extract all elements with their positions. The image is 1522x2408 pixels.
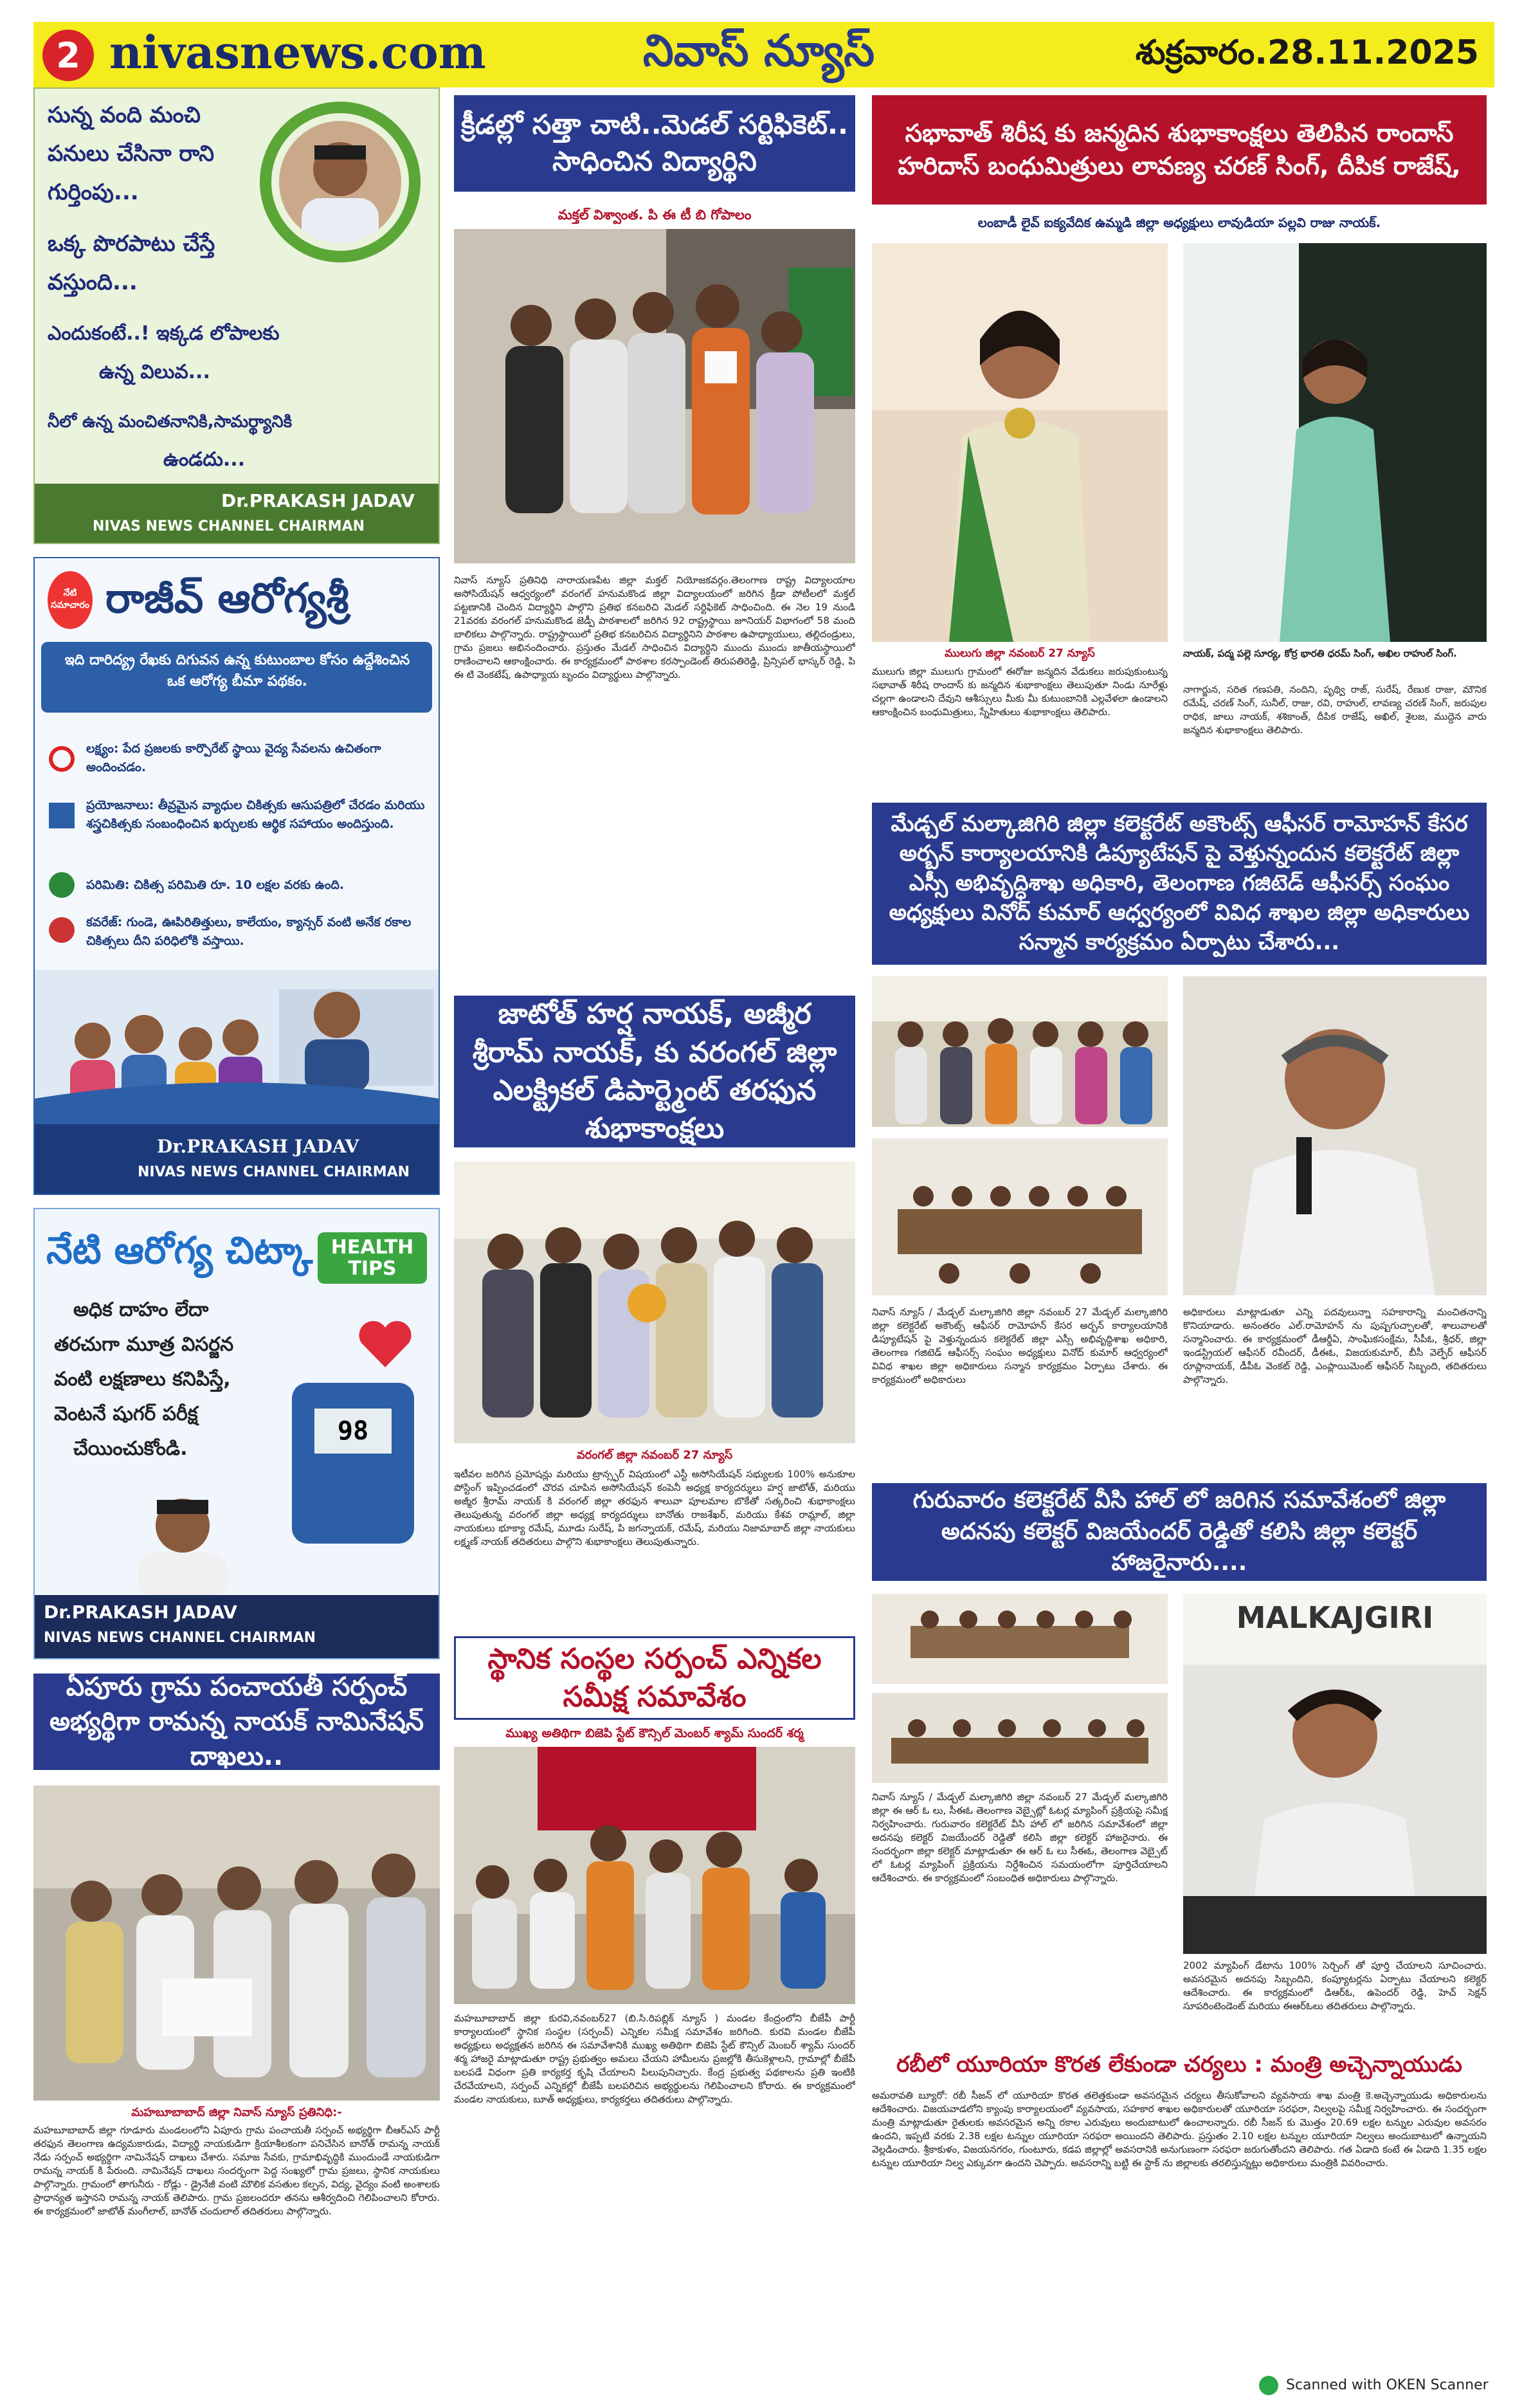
glucometer-icon bbox=[292, 1383, 414, 1544]
scanner-footer: Scanned with OKEN Scanner bbox=[1286, 2377, 1489, 2393]
jatoth-photo bbox=[454, 1162, 855, 1443]
arogyasri-point-1: లక్ష్యం: పేద ప్రజలకు కార్పొరేట్ స్థాయి వైద్య సేవలను ఉచితంగా అందించడం. bbox=[86, 742, 381, 774]
quote-line-8: నీలో ఉన్న మంచితనానికి,సామర్థ్యానికి bbox=[48, 412, 293, 432]
health-chairman-photo bbox=[118, 1486, 247, 1595]
sarpanch-headline: స్థానిక సంస్థల సర్పంచ్ ఎన్నికల సమీక్ష సమావేశం bbox=[454, 1636, 855, 1720]
collector-headline: మేడ్చల్ మల్కాజిగిరి జిల్లా కలెక్టరేట్ అకౌంట్స్ ఆఫీసర్ రామోహన్ కేసర అర్బన్ కార్యాలయానికి డిప్యూటేషన్ పై వెళ్తున్నందున కలెక్టరేట్ జిల్లా ఎస్సీ అభివృద్ధిశాఖ అధికారి, తెలంగాణ గజిటెడ్ ఆఫీసర్స్ సంఘం అధ్యక్షులు వినోద్ కుమార్ ఆధ్వర్యంలో వివిధ శాఖల జిల్లా అధికారులు సన్మాన కార్యక్రమం ఏర్పాటు చేశారు... bbox=[872, 803, 1487, 965]
birthday-subtitle: లంబాడీ లైవ్ ఐక్యవేదిక ఉమ్మడి జిల్లా అధ్యక్షులు లావుడియా పల్లవి రాజు నాయక్. bbox=[977, 215, 1381, 230]
arogyasri-point-4: కవరేజ్: గుండె, ఊపిరితిత్తులు, కాలేయం, క్యాన్సర్ వంటి అనేక రకాల చికిత్సలు దీని పరిధిలోకి వస్తాయి. bbox=[86, 915, 412, 948]
health-chairman-role: NIVAS NEWS CHANNEL CHAIRMAN bbox=[44, 1630, 316, 1646]
birthday-photo-1 bbox=[872, 243, 1168, 642]
guru-body-1: నివాస్ న్యూస్ / మేడ్చల్ మల్కాజిగిరి జిల్లా నవంబర్ 27 మేడ్చల్ మల్కాజిగిరి జిల్లా ఈ ఆర్ ఓ లు, సీఈఓ తెలంగాణ వెబ్సైట్లో ఓటర్ల మ్యాపింగ్ ప్రక్రియపై సమీక్ష నిర్వహించారు. గురువారం కలెక్టరేట్ వీసి హాల్ లో జరిగిన సమావేశంలో జిల్లా అదనపు కలెక్టర్ విజయేందర్ రెడ్డితో కలిసి జిల్లా కలెక్టర్ హాజరైనారు. ఈ సందర్భంగా జిల్లా కలెక్టర్ మాట్లాడుతూ ఈ ఆర్ ఓ లు సీఈఓ, తెలంగాణ వెబ్సైట్ లో ఓటర్ల మ్యాపింగ్ ప్రక్రియను నిర్దేశించిన సమయంలోగా పూర్తిచేయాలని ఆదేశించారు. ఈ కార్యక్రమంలో సంబంధిత అధికారులు పాల్గొన్నారు. bbox=[872, 1791, 1168, 1884]
page-number-badge: 2 bbox=[42, 30, 94, 81]
sarpanch-body: మహబూబాబాద్ జిల్లా కురవి,నవంబర్27 (బి.సి.రిపబ్లిక్ న్యూస్ ) మండల కేంద్రంలోని బీజేపీ పార్టీ కార్యాలయంలో స్థానిక సంస్థల (సర్పంచ్) ఎన్నికల సమీక్ష సమావేశం జరిగింది. కురవి మండల బీజేపీ అధ్యక్షులు అధ్యక్షతన జరిగిన ఈ సమావేశానికి ముఖ్య అతిథిగా బిజెపి స్టేట్ కౌన్సిల్ మెంబర్ శ్యామ్ సుందర్ శర్మ హాజరై మాట్లాడుతూ రాష్ట్ర ప్రభుత్వం అమలు చేయని హామీలను ప్రజల్లోకి తీసుకెళ్లాలని, గ్రామాల్లో బీజేపీ బలపడే విధంగా ప్రతి కార్యకర్త కృషి చేయాలని పిలుపునిచ్చారు. కేంద్ర ప్రభుత్వ పథకాలను ప్రతి ఇంటికి చేరవేయాలని, సర్పంచ్ ఎన్నికల్లో బీజేపీ బలపరిచిన అభ్యర్థులను గెలిపించాలని కోరారు. ఈ కార్యక్రమంలో మండల నాయకులు, బూత్ అధ్యక్షులు, కార్యకర్తలు తదితరులు పాల్గొన్నారు. bbox=[454, 2012, 855, 2105]
quote-line-3: గుర్తింపు... bbox=[48, 179, 139, 205]
urea-body: అమరావతి బ్యూరో: రబీ సీజన్ లో యూరియా కొరత తలెత్తకుండా అవసరమైన చర్యలు తీసుకోవాలని వ్యవసాయ శాఖ మంత్రి కె.అచ్చెన్నాయుడు అధికారులను ఆదేశించారు. విజయవాడలోని క్యాంపు కార్యాలయంలో వ్యవసాయ, సహకార శాఖల అధికారులతో యూరియా సరఫరా, నిల్వలపై సమీక్ష నిర్వహించారు. ఈ సందర్భంగా మంత్రి మాట్లాడుతూ రైతులకు అవసరమైన అన్ని రకాల ఎరువులు అందుబాటులో ఉంచాలన్నారు. రబీ సీజన్ కు మొత్తం 20.69 లక్షల టన్నుల ఎరువుల అవసరం ఉందని, ఇప్పటి వరకు 2.38 లక్షల టన్నుల యూరియా సరఫరా అయిందని తెలిపారు. ప్రస్తుతం 2.10 లక్షల టన్నుల యూరియా నిల్వలు అందుబాటులో ఉన్నాయని వెల్లడించారు. శ్రీకాకుళం, విజయనగరం, గుంటూరు, కడప జిల్లాల్లో అవసరానికి అనుగుణంగా సరఫరా జరుగుతోందని తెలిపారు. గత ఏడాది కంటే ఈ ఏడాది 1.35 లక్షల టన్నుల యూరియా నిల్వ ఎక్కువగా ఉందని చెప్పారు. అవసరాన్ని బట్టి ఈ స్టాక్ ను జిల్లాలకు తరలిస్తున్నట్లు అధికారులు మంత్రికి వివరించారు. bbox=[872, 2090, 1487, 2169]
collector-body-1: నివాస్ న్యూస్ / మేడ్చల్ మల్కాజిగిరి జిల్లా నవంబర్ 27 మేడ్చల్ మల్కాజిగిరి జిల్లా కలెక్టరేట్ అకౌంట్స్ ఆఫీసర్ రామోహన్ కేసర అర్బన్ కార్యాలయానికి డిప్యూటేషన్ పై వెళ్తున్నందున కలెక్టరేట్ జిల్లా ఎస్సీ అభివృద్ధిశాఖ అధికారి, తెలంగాణ గజిటెడ్ ఆఫీసర్స్ సంఘం అధ్యక్షులు వినోద్ కుమార్ ఆధ్వర్యంలో వివిధ శాఖల జిల్లా అధికారులు సన్మాన కార్యక్రమం ఏర్పాటు చేశారు. ఈ కార్యక్రమంలో అధికారులు bbox=[872, 1306, 1168, 1385]
sports-headline: క్రీడల్లో సత్తా చాటి..మెడల్ సర్టిఫికెట్.. సాధించిన విద్యార్థిని bbox=[454, 95, 855, 192]
guru-body-2: 2002 మ్యాపింగ్ డేటాను 100% సెర్చింగ్ తో పూర్తి చేయాలని సూచించారు. అవసరమైన అదనపు సిబ్బందిని, కంప్యూటర్లను ఏర్పాటు చేయాలని కలెక్టర్ ఆదేశించారు. ఈ కార్యక్రమంలో డిఆర్ఓ, ఉపెందర్ రెడ్డి, హెచ్ సెక్షన్ సూపరింటెండెంట్ మరియు ఈఆర్ఓలు తదితరులు పాల్గొన్నారు. bbox=[1183, 1960, 1487, 2012]
epuru-photo bbox=[33, 1785, 440, 2101]
quote-line-9: ఉండదు... bbox=[163, 448, 246, 471]
arogyasri-title: రాజీవ్ ఆరోగ్యశ్రీ bbox=[105, 575, 349, 623]
collector-photo-2 bbox=[872, 1138, 1168, 1295]
epuru-headline: ఏపూరు గ్రామ పంచాయతీ సర్పంచ్ అభ్యర్థిగా రామన్న నాయక్ నామినేషన్ దాఖలు.. bbox=[33, 1674, 440, 1770]
arogyasri-point-2: ప్రయోజనాలు: తీవ్రమైన వ్యాధుల చికిత్సకు ఆసుపత్రిలో చేరడం మరియు శస్త్రచికిత్సకు సంబంధించిన ఖర్చులకు ఆర్థిక సహాయం అందిస్తుంది. bbox=[86, 798, 425, 831]
jatoth-caption: వరంగల్ జిల్లా నవంబర్ 27 న్యూస్ bbox=[576, 1448, 733, 1462]
heart-icon bbox=[356, 1318, 414, 1370]
health-line-2: తరచుగా మూత్ర విసర్జన bbox=[54, 1333, 234, 1356]
arogyasri-tag: నేటి సమాచారం bbox=[48, 571, 93, 629]
collector-speaker-photo bbox=[1183, 976, 1487, 1295]
collector-body-2: అధికారులు మాట్లాడుతూ ఎన్ని పదవులున్నా సహకారాన్ని మంచితనాన్ని కొనియాడారు. అనంతరం ఎల్.రామోహన్ ను పుష్పగుచ్ఛాలతో, శాలువాలతో సన్మానించారు. ఈ కార్యక్రమంలో డీఆర్డీఏ, సాంఘికసంక్షేమ, సీపీఓ, శ్రీధర్, జిల్లా ఇండస్ట్రియల్ ఆఫీసర్ రవీందర్, డీఈఓ, విజయకుమార్, బీసీ వెల్ఫేర్ ఆఫీసర్ రూప్లానాయక్, డీపీఓ వెంకట్ రెడ్డి, ఎంప్లాయిమెంట్ ఆఫీసర్ సిబ్బంది, తదితరులు పాల్గొన్నారు. bbox=[1183, 1306, 1487, 1385]
quote-line-6: ఎందుకంటే..! ఇక్కడ లోపాలకు bbox=[48, 322, 280, 345]
health-line-1: అధిక దాహం లేదా bbox=[73, 1299, 209, 1321]
health-tip-title: నేటి ఆరోగ్య చిట్కా bbox=[46, 1228, 313, 1272]
urea-headline: రబీలో యూరియా కొరత లేకుండా చర్యలు : మంత్రి అచ్చెన్నాయుడు bbox=[896, 2052, 1462, 2077]
issue-date: శుక్రవారం.28.11.2025 bbox=[1135, 33, 1479, 72]
sarpanch-subtitle: ముఖ్య అతిథిగా బిజెపి స్టేట్ కౌన్సిల్ మెంబర్ శ్యామ్ సుందర్ శర్మ bbox=[505, 1726, 804, 1740]
birthday-body-1: ములుగు జిల్లా ములుగు గ్రామంలో ఈరోజు జన్మదిన వేడుకలు జరుపుకుంటున్న సభావాత్ శిరీష రాందాస్ కు జన్మదిన శుభాకాంక్షలు తెలుపుతూ నిండు నూరేళ్లు చల్లగా ఉండాలని దేవుని ఆశీస్సులు మీకు మీ కుటుంబానికి ఎల్లవేళలా ఉండాలని ఆకాంక్షించిన బంధుమిత్రులు, స్నేహితులు శుభాకాంక్షలు తెలిపారు. bbox=[872, 666, 1168, 718]
arogyasri-footer-bar bbox=[35, 1124, 439, 1194]
arogyasri-chairman-name: Dr.PRAKASH JADAV bbox=[157, 1136, 359, 1157]
glucometer-reading: 98 bbox=[314, 1409, 392, 1454]
quote-line-2: పనులు చేసినా రాని bbox=[48, 141, 215, 167]
jatoth-headline: జాటోత్ హర్ష నాయక్, అజ్మీర శ్రీరామ్ నాయక్, కు వరంగల్ జిల్లా ఎలక్ట్రికల్ డిపార్ట్మెంట్ తరఫున శుభాకాంక్షలు bbox=[454, 996, 855, 1147]
quote-line-1: సున్న వంది మంచి bbox=[48, 102, 201, 128]
chairman-photo bbox=[279, 121, 401, 243]
health-line-3: వంటి లక్షణాలు కనిపిస్తే, bbox=[54, 1368, 231, 1391]
quote-chairman-role: NIVAS NEWS CHANNEL CHAIRMAN bbox=[93, 518, 365, 534]
guru-headline: గురువారం కలెక్టరేట్ వీసి హాల్ లో జరిగిన సమావేశంలో జిల్లా అదనపు కలెక్టర్ విజయేందర్ రెడ్డితో కలిసి జిల్లా కలెక్టర్ హాజరైనారు.... bbox=[872, 1483, 1487, 1581]
guru-photo-1 bbox=[872, 1594, 1168, 1684]
hospital-icon bbox=[49, 803, 75, 828]
collector-photo-1 bbox=[872, 976, 1168, 1127]
scanner-logo-icon bbox=[1259, 2376, 1278, 2395]
paper-name: నివాస్ న్యూస్ bbox=[642, 26, 875, 77]
epuru-caption: మహబూబాబాద్ జిల్లా నివాస్ న్యూస్ ప్రతినిధి:- bbox=[131, 2106, 342, 2119]
quote-line-5: వస్తుంది... bbox=[48, 269, 138, 295]
jatoth-body: ఇటీవల జరిగిన ప్రమోషన్లు మరియు ట్రాన్స్ఫర్ విషయంలో ఎస్టీ అసోసియేషన్ సభ్యులకు 100% అనుకూల పోస్టింగ్ ఇప్పించడంలో చొరవ చూపిన అసోసియేషన్ కంపెనీ అధ్యక్ష కార్యదర్శులు హర్ష జాటోత్, మరియు అజ్మీర శ్రీరామ్ నాయక్ కి వరంగల్ జిల్లా తరఫున శాలువా పూలమాల బొకేతో సత్కరించి శుభాకాంక్షలు తెలుపుతున్న వరంగల్ జిల్లా అధ్యక్ష కార్యదర్శులు బానోతు రాజశేఖర్, మరియు కేశవ రామ్లాల్, జిల్లా నాయకులు భూక్యా రమేష్, మూడు సురేష్, పి జగన్నాయక్, రమేష్, మరియు నిజామాబాద్ జిల్లా నాయకులు లక్ష్మణ్ నాయక్ తదితరులు పాల్గొని శుభాకాంక్షలు తెలుపుతున్నారు. bbox=[454, 1468, 855, 1547]
health-tips-badge: HEALTH TIPS bbox=[318, 1232, 427, 1284]
organs-icon bbox=[49, 917, 75, 943]
birthday-caption-2: నాయక్, పద్మ పల్లె సూర్య, కోర్ర భారతి ధరమ్ సింగ్, అఖిల రాహుల్ సింగ్. bbox=[1183, 648, 1457, 659]
health-line-4: వెంటనే షుగర్ పరీక్ష bbox=[54, 1403, 198, 1425]
health-chairman-name: Dr.PRAKASH JADAV bbox=[44, 1601, 237, 1623]
birthday-photo-2 bbox=[1183, 243, 1487, 642]
family-photo bbox=[35, 970, 439, 1124]
quote-line-4: ఒక్క పొరపాటు చేస్తే bbox=[48, 231, 215, 257]
site-name: nivasnews.com bbox=[109, 26, 486, 79]
epuru-body: మహబూబాబాద్ జిల్లా గూడూరు మండలంలోని ఏపూరు గ్రామ పంచాయతీ సర్పంచ్ అభ్యర్థిగా బీఆర్ఎస్ పార్టీ తరఫున తెలంగాణ ఉద్యమకారుడు, విద్యార్థి నాయకుడిగా క్రియాశీలకంగా పనిచేసిన బానోత్ రామన్న నాయక్ నేడు సర్పంచ్ అభ్యర్థిగా నామినేషన్ దాఖలు చేశారు. సమాజ సేవకు, గ్రామాభివృద్ధికి ముందుండే నాయకుడిగా రామన్న నాయక్ కి పేరుంది. నామినేషన్ దాఖలు సందర్భంగా పెద్ద సంఖ్యలో గ్రామ ప్రజలు, స్థానిక నాయకులు పాల్గొన్నారు. గ్రామంలో తాగునీరు - రోడ్లు - డ్రైనేజీ వంటి మౌలిక వసతుల కల్పన, విద్య, వైద్యం వంటి అంశాలకు ప్రాధాన్యత ఇస్తానని రామన్న నాయక్ తెలిపారు. గ్రామ ప్రజలందరూ తనను ఆశీర్వదించి గెలిపించాలని కోరారు. ఈ కార్యక్రమంలో జాటోత్ మంగీలాల్, బానోత్ చందులాల్ తదితరులు పాల్గొన్నారు. bbox=[33, 2124, 440, 2217]
sports-subtitle: మక్తల్ విశ్వాంత. పి ఈ టీ బి గోపాలం bbox=[557, 207, 752, 223]
guru-photo-2 bbox=[872, 1693, 1168, 1783]
quote-line-7: ఉన్న విలువ... bbox=[99, 361, 210, 383]
arogyasri-ad bbox=[33, 557, 440, 1195]
quote-ad bbox=[33, 87, 440, 544]
money-icon bbox=[49, 872, 75, 898]
birthday-caption-1: ములుగు జిల్లా నవంబర్ 27 న్యూస్ bbox=[945, 647, 1095, 660]
target-icon bbox=[49, 746, 75, 772]
guru-collector-photo bbox=[1183, 1594, 1487, 1954]
health-tip-ad bbox=[33, 1208, 440, 1659]
sports-photo bbox=[454, 229, 855, 563]
sports-body: నివాస్ న్యూస్ ప్రతినిధి నారాయణపేట జిల్లా మక్తల్ నియోజకవర్గం.తెలంగాణ రాష్ట్ర విద్యాలయాల అసోసియేషన్ ఆధ్వర్యంలో వరంగల్ హనుమకొండ జిల్లా విద్యాలయంలో జరిగిన క్రీడా పోటీలలో మక్తల్ పట్టణానికి చెందిన విద్యార్థిని పాల్గొని ప్రతిభ కనబరిచి మెడల్ సర్టిఫికెట్ సాధించింది. ఈ నెల 19 నుండి 21వరకు వరంగల్ హనుమకొండ జెడ్పీ పాఠశాలలో జరిగిన 92 రాష్ట్రస్థాయి జూనియర్ విభాగంలో 58 మంది బాలికలు పాల్గొన్నారు. రాష్ట్రస్థాయిలో ప్రతిభ కనబరిచిన విద్యార్థినిని పాఠశాల ఉపాధ్యాయులు, తల్లిదండ్రులు, గ్రామ ప్రజలు అభినందించారు. ప్రస్తుతం మేడల్ సాధించిన విద్యార్థిని ముందు ముందు జాతీయస్థాయిలో రాణించాలని ఆకాంక్షించారు. ఈ కార్యక్రమంలో పాఠశాల కరస్పాండెంట్ తిరుపతిరెడ్డి, ప్రిన్సిపల్ భాస్కర్ రెడ్డి, పి ఈ టి వెంకటేష్, ఉపాధ్యాయ బృందం విద్యార్థులు పాల్గొన్నారు. bbox=[454, 574, 855, 680]
sarpanch-photo bbox=[454, 1747, 855, 2004]
arogyasri-intro: ఇది దారిద్య్ర రేఖకు దిగువన ఉన్న కుటుంబాల కోసం ఉద్దేశించిన ఒక ఆరోగ్య బీమా పథకం. bbox=[64, 652, 410, 689]
arogyasri-chairman-role: NIVAS NEWS CHANNEL CHAIRMAN bbox=[138, 1164, 410, 1180]
health-line-5: చేయించుకోండి. bbox=[73, 1437, 188, 1460]
birthday-headline: సభావాత్ శిరీష కు జన్మదిన శుభాకాంక్షలు తెలిపిన రాందాస్ హరిదాస్ బంధుమిత్రులు లావణ్య చరణ్ సింగ్, దీపిక రాజేష్, bbox=[872, 95, 1487, 205]
quote-chairman-name: Dr.PRAKASH JADAV bbox=[221, 490, 415, 511]
malkajgiri-sign: MALKAJGIRI bbox=[1236, 1600, 1434, 1635]
arogyasri-point-3: పరిమితి: చికిత్స పరిమితి రూ. 10 లక్షల వరకు ఉంది. bbox=[86, 878, 345, 892]
birthday-body-2: నాగార్జున, సరిత గణపతి, నందిని, పృథ్వి రాజ్, సురేష్, రేణుక రాజు, మౌనిక రమేష్, చరణ్ సింగ్, సునీల్, రాజు, రవి, రాహుల్, లావణ్య చరణ్ సింగ్, జరుపుల రాధిక, జాలు నాయక్, శశికాంత్, దీపిక రాజేష్, అఖిల్, శైలజ, ముద్దెన వారు జన్మదిన శుభాకాంక్షలు తెలిపారు. bbox=[1183, 684, 1487, 736]
